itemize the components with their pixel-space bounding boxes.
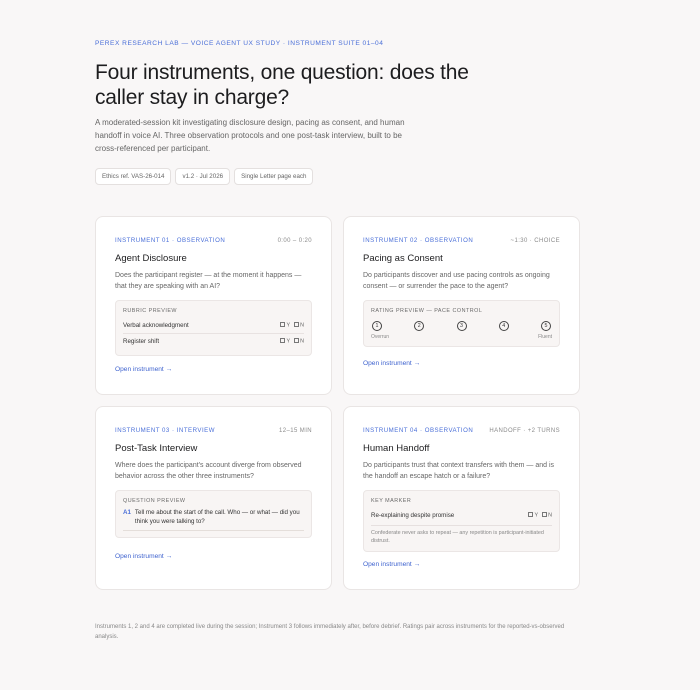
preview-label: RUBRIC PREVIEW <box>123 308 178 314</box>
card-title: Pacing as Consent <box>363 253 443 264</box>
rating-option-5[interactable]: 5 <box>541 321 551 331</box>
footer-note: Instruments 1, 2 and 4 are completed live during the session; Instrument 3 follows immediately after, before debrief. Ratings pair across instruments for the reported-vs-observed analysis. <box>95 624 565 640</box>
card-description: Do participants trust that context transfers with them — and is the handoff an escape hatch or a failure? <box>363 462 555 480</box>
marker-label: Re-explaining despite promise <box>371 512 455 519</box>
checkbox-no[interactable] <box>542 512 547 517</box>
rating-option-2[interactable]: 2 <box>414 321 424 331</box>
card-description: Do participants discover and use pacing controls as ongoing consent — or surrender the pace to the agent? <box>363 272 550 290</box>
eyebrow: PEREX RESEARCH LAB — VOICE AGENT UX STUDY · INSTRUMENT SUITE 01–04 <box>95 40 384 47</box>
preview-label: RATING PREVIEW — PACE CONTROL <box>371 308 483 314</box>
no-label: N <box>548 512 552 519</box>
rubric-row-label: Verbal acknowledgment <box>123 322 189 329</box>
marker-note: Confederate never asks to repeat — any repetition is participant-initiated distrust. <box>371 525 552 545</box>
rating-preview <box>363 300 560 347</box>
scale-high-label: Fluent <box>538 334 552 340</box>
checkbox-yes[interactable] <box>280 322 285 327</box>
chip-format: Single Letter page each <box>234 168 313 185</box>
rating-option-4[interactable]: 4 <box>499 321 509 331</box>
card-meta: 12–15 MIN <box>279 427 312 434</box>
yes-label: Y <box>286 338 291 345</box>
card-title: Human Handoff <box>363 443 430 454</box>
question-number: A1 <box>123 509 131 516</box>
rubric-row <box>123 333 304 349</box>
key-marker-preview <box>363 490 560 552</box>
yes-no-boxes <box>280 322 304 329</box>
yes-no-boxes <box>280 338 304 345</box>
rating-option-3[interactable]: 3 <box>457 321 467 331</box>
rubric-row-label: Register shift <box>123 338 160 345</box>
open-instrument-04-link[interactable]: Open instrument → <box>363 561 421 568</box>
card-kicker: INSTRUMENT 02 · OBSERVATION <box>363 237 474 244</box>
chip-version: v1.2 · Jul 2026 <box>175 168 230 185</box>
card-kicker: INSTRUMENT 01 · OBSERVATION <box>115 237 226 244</box>
scale-low-label: Overrun <box>371 334 390 340</box>
question-row <box>123 508 304 526</box>
preview-label: KEY MARKER <box>371 498 412 504</box>
meta-chips <box>95 168 313 185</box>
rating-scale <box>371 318 552 331</box>
instrument-card-01 <box>95 216 332 395</box>
yes-no-boxes <box>528 512 552 519</box>
marker-row <box>371 508 552 523</box>
checkbox-no[interactable] <box>294 322 299 327</box>
question-text: Tell me about the start of the call. Who — or what — did you think you were talking to? <box>134 509 300 525</box>
answer-line <box>123 530 304 531</box>
scale-anchors <box>371 334 552 340</box>
rating-option-1[interactable]: 1 <box>372 321 382 331</box>
card-meta: HANDOFF · +2 TURNS <box>489 427 560 434</box>
rubric-preview <box>115 300 312 356</box>
checkbox-no[interactable] <box>294 338 299 343</box>
card-description: Does the participant register — at the moment it happens — that they are speaking with an AI? <box>115 272 302 290</box>
instrument-card-04 <box>343 406 580 590</box>
card-kicker: INSTRUMENT 04 · OBSERVATION <box>363 427 474 434</box>
yes-label: Y <box>534 512 539 519</box>
rubric-row <box>123 318 304 333</box>
open-instrument-03-link[interactable]: Open instrument → <box>115 553 173 560</box>
page-lede: A moderated-session kit investigating disclosure design, pacing as consent, and human handoff in voice AI. Three observation protocols and one post-task interview, built to be cross-referenced per participant. <box>95 118 405 153</box>
card-meta: ~1:30 · CHOICE <box>510 237 560 244</box>
yes-label: Y <box>286 322 291 329</box>
open-instrument-01-link[interactable]: Open instrument → <box>115 366 173 373</box>
card-title: Agent Disclosure <box>115 253 187 264</box>
card-description: Where does the participant's account diverge from observed behavior across the other three instruments? <box>115 462 302 480</box>
page-title: Four instruments, one question: does the caller stay in charge? <box>95 61 469 109</box>
card-title: Post-Task Interview <box>115 443 198 454</box>
instrument-card-03 <box>95 406 332 590</box>
card-meta: 0:00 – 0:20 <box>277 237 312 244</box>
no-label: N <box>300 338 304 345</box>
question-preview <box>115 490 312 538</box>
no-label: N <box>300 322 304 329</box>
checkbox-yes[interactable] <box>280 338 285 343</box>
chip-ethics-ref: Ethics ref. VAS-26-014 <box>95 168 171 185</box>
card-kicker: INSTRUMENT 03 · INTERVIEW <box>115 427 215 434</box>
instrument-card-02 <box>343 216 580 395</box>
preview-label: QUESTION PREVIEW <box>123 498 186 504</box>
checkbox-yes[interactable] <box>528 512 533 517</box>
open-instrument-02-link[interactable]: Open instrument → <box>363 360 421 367</box>
